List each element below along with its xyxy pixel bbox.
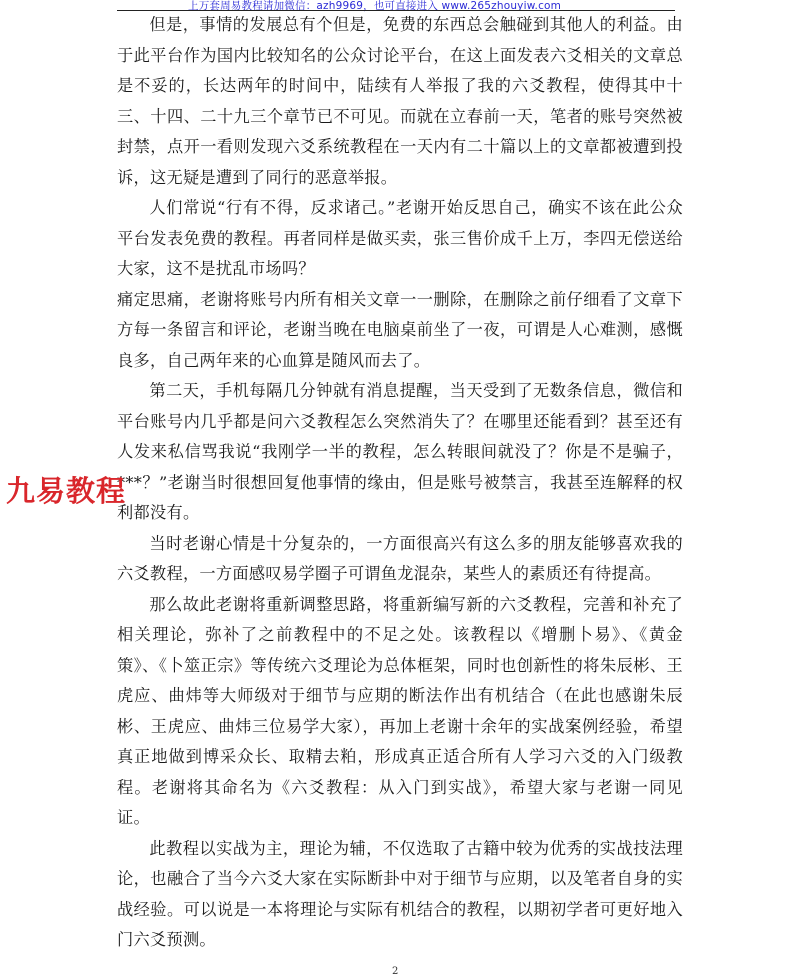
paragraph-7: 此教程以实战为主，理论为辅，不仅选取了古籍中较为优秀的实战技法理论，也融合了当今六爻大家在实际断卦中对于细节与应期，以及笔者自身的实战经验。可以说是一本将理论与实际有机结合的教程，以期初学者可更好地入门六爻预测。 — [117, 838, 683, 949]
page-header: 上万套周易教程请加微信：azh9969，也可直接进入 www.265zhouyiw.com — [188, 0, 562, 12]
paragraph-6: 那么故此老谢将重新调整思路，将重新编写新的六爻教程，完善和补充了相关理论，弥补了之前教程中的不足之处。该教程以《增删卜易》、《黄金策》、《卜筮正宗》等传统六爻理论为总体框架，同时也创新性的将朱辰彬、王虎应、曲炜等大师级对于细节与应期的断法作出有机结合（在此也感谢朱辰彬、王虎应、曲炜三位易学大家），再加上老谢十余年的实战案例经验，希望真正地做到博采众长、取精去粕，形成真正适合所有人学习六爻的入门级教程。老谢将其命名为《六爻教程：从入门到实战》，希望大家与老谢一同见证。 — [117, 594, 683, 827]
watermark-logo: 九易教程 — [6, 474, 127, 508]
paragraph-3: 痛定思痛，老谢将账号内所有相关文章一一删除，在删除之前仔细看了文章下方每一条留言和评论，老谢当晚在电脑桌前坐了一夜，可谓是人心难测，感慨良多，自己两年来的心血算是随风而去了。 — [117, 289, 683, 370]
body-text — [117, 10, 683, 956]
paragraph-2: 人们常说“行有不得，反求诸己。”老谢开始反思自己，确实不该在此公众平台发表免费的教程。再者同样是做买卖，张三售价成千上万，李四无偿送给大家，这不是扰乱市场吗？ — [117, 198, 683, 278]
paragraph-1: 但是，事情的发展总有个但是，免费的东西总会触碰到其他人的利益。由于此平台作为国内比较知名的公众讨论平台，在这上面发表六爻相关的文章总是不妥的，长达两年的时间中，陆续有人举报了我的六爻教程，使得其中十三、十四、二十九三个章节已不可见。而就在立春前一天，笔者的账号突然被封禁，点开一看则发现六爻系统教程在一天内有二十篇以上的文章都被遭到投诉，这无疑是遭到了同行的恶意举报。 — [117, 15, 683, 187]
page-number: 2 — [392, 966, 399, 977]
paragraph-4: 第二天，手机每隔几分钟就有消息提醒，当天受到了无数条信息，微信和平台账号内几乎都是问六爻教程怎么突然消失了？在哪里还能看到？甚至还有人发来私信骂我说“我刚学一半的教程，怎么转眼间就没了？你是不是骗子，***？”老谢当时很想回复他事情的缘由，但是账号被禁言，我甚至连解释的权利都没有。 — [117, 381, 683, 522]
paragraph-5: 当时老谢心情是十分复杂的，一方面很高兴有这么多的朋友能够喜欢我的六爻教程，一方面感叹易学圈子可谓鱼龙混杂，某些人的素质还有待提高。 — [117, 533, 683, 583]
